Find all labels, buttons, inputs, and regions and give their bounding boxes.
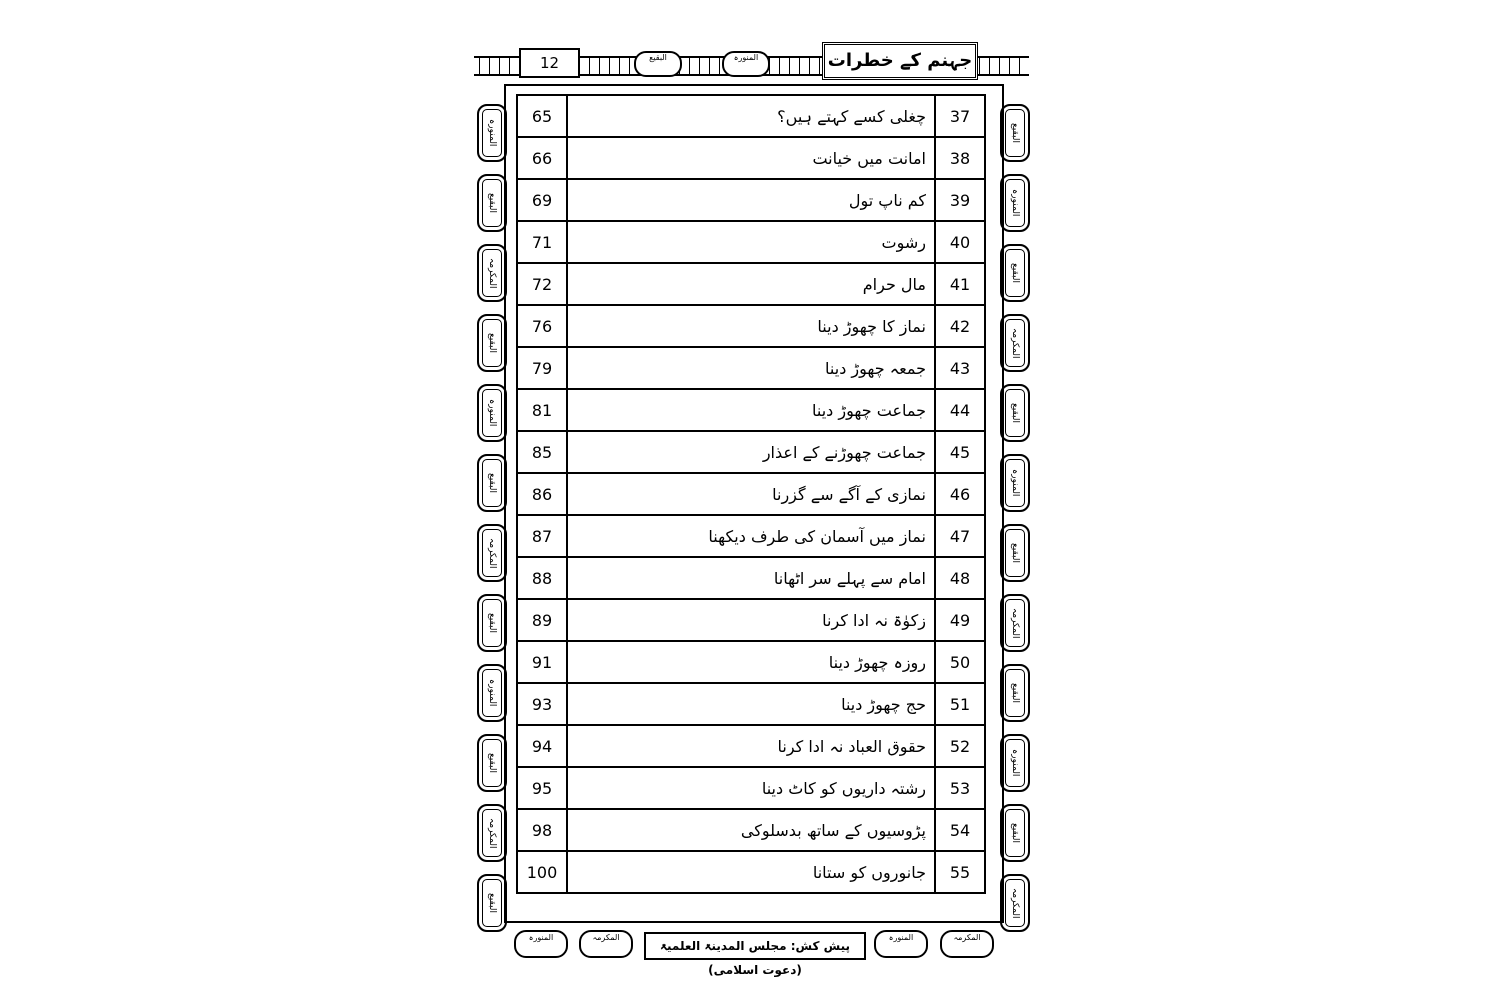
side-seal: البقیع — [1000, 804, 1030, 862]
toc-row[interactable] — [517, 599, 985, 641]
toc-row[interactable] — [517, 557, 985, 599]
footer-seal-1: المنورہ — [514, 930, 568, 958]
toc-row[interactable] — [517, 809, 985, 851]
page-header — [474, 42, 1029, 80]
toc-row[interactable] — [517, 515, 985, 557]
toc-number: 54 — [935, 809, 985, 851]
toc-number: 48 — [935, 557, 985, 599]
toc-page: 81 — [517, 389, 567, 431]
toc-page: 95 — [517, 767, 567, 809]
toc-page: 76 — [517, 305, 567, 347]
toc-title: جماعت چھوڑنے کے اعذار — [567, 431, 935, 473]
side-seal: المنورہ — [477, 384, 507, 442]
side-seal: المکرمہ — [477, 804, 507, 862]
toc-title: چغلی کسے کہتے ہیں؟ — [567, 95, 935, 137]
toc-page: 69 — [517, 179, 567, 221]
toc-page: 88 — [517, 557, 567, 599]
toc-title: زکوٰۃ نہ ادا کرنا — [567, 599, 935, 641]
side-seal: المنورہ — [477, 104, 507, 162]
toc-number: 51 — [935, 683, 985, 725]
toc-row[interactable] — [517, 683, 985, 725]
side-seal: المکرمہ — [1000, 594, 1030, 652]
side-seal: البقیع — [1000, 524, 1030, 582]
footer-seal-4: المکرمہ — [940, 930, 994, 958]
toc-title: پڑوسیوں کے ساتھ بدسلوکی — [567, 809, 935, 851]
toc-title: امام سے پہلے سر اٹھانا — [567, 557, 935, 599]
toc-row[interactable] — [517, 767, 985, 809]
toc-title: کم ناپ تول — [567, 179, 935, 221]
toc-title: رشتہ داریوں کو کاٹ دینا — [567, 767, 935, 809]
toc-title: جماعت چھوڑ دینا — [567, 389, 935, 431]
side-seal: البقیع — [477, 454, 507, 512]
toc-page: 79 — [517, 347, 567, 389]
table-of-contents — [516, 94, 986, 894]
toc-page: 85 — [517, 431, 567, 473]
book-title: جہنم کے خطرات — [822, 42, 978, 80]
page-number: 12 — [519, 48, 580, 78]
toc-number: 44 — [935, 389, 985, 431]
toc-row[interactable] — [517, 179, 985, 221]
toc-number: 37 — [935, 95, 985, 137]
toc-number: 43 — [935, 347, 985, 389]
toc-page: 86 — [517, 473, 567, 515]
toc-page: 66 — [517, 137, 567, 179]
toc-title: جمعہ چھوڑ دینا — [567, 347, 935, 389]
side-seal: البقیع — [477, 314, 507, 372]
toc-page: 93 — [517, 683, 567, 725]
header-seal-2: المنورہ — [722, 51, 770, 77]
toc-title: نمازی کے آگے سے گزرنا — [567, 473, 935, 515]
side-seal: المکرمہ — [1000, 314, 1030, 372]
toc-title: مال حرام — [567, 263, 935, 305]
left-ornament-column — [474, 104, 506, 944]
side-seal: المکرمہ — [477, 244, 507, 302]
toc-page: 72 — [517, 263, 567, 305]
toc-page: 71 — [517, 221, 567, 263]
toc-number: 55 — [935, 851, 985, 893]
toc-row[interactable] — [517, 95, 985, 137]
book-page — [474, 42, 1029, 977]
toc-number: 41 — [935, 263, 985, 305]
side-seal: البقیع — [477, 174, 507, 232]
side-seal: البقیع — [477, 874, 507, 932]
toc-number: 52 — [935, 725, 985, 767]
toc-number: 49 — [935, 599, 985, 641]
toc-title: رشوت — [567, 221, 935, 263]
toc-number: 40 — [935, 221, 985, 263]
toc-number: 53 — [935, 767, 985, 809]
toc-row[interactable] — [517, 431, 985, 473]
side-seal: المکرمہ — [477, 524, 507, 582]
toc-number: 39 — [935, 179, 985, 221]
toc-row[interactable] — [517, 137, 985, 179]
side-seal: المنورہ — [1000, 454, 1030, 512]
side-seal: البقیع — [1000, 664, 1030, 722]
side-seal: المنورہ — [477, 664, 507, 722]
toc-title: روزہ چھوڑ دینا — [567, 641, 935, 683]
side-seal: المنورہ — [1000, 734, 1030, 792]
side-seal: البقیع — [1000, 244, 1030, 302]
toc-row[interactable] — [517, 641, 985, 683]
side-seal: البقیع — [1000, 384, 1030, 442]
toc-page: 100 — [517, 851, 567, 893]
toc-title: حج چھوڑ دینا — [567, 683, 935, 725]
toc-number: 46 — [935, 473, 985, 515]
toc-row[interactable] — [517, 221, 985, 263]
side-seal: البقیع — [1000, 104, 1030, 162]
toc-number: 50 — [935, 641, 985, 683]
footer-seal-3: المنورہ — [874, 930, 928, 958]
toc-number: 38 — [935, 137, 985, 179]
side-seal: المنورہ — [1000, 174, 1030, 232]
toc-row[interactable] — [517, 263, 985, 305]
toc-page: 94 — [517, 725, 567, 767]
presenter-credit: پیش کش: مجلس المدینۃ العلمیۃ (دعوت اسلامی) — [644, 932, 866, 960]
toc-title: نماز میں آسمان کی طرف دیکھنا — [567, 515, 935, 557]
toc-page: 65 — [517, 95, 567, 137]
side-seal: المکرمہ — [1000, 874, 1030, 932]
footer-seal-2: المکرمہ — [579, 930, 633, 958]
toc-number: 45 — [935, 431, 985, 473]
toc-title: حقوق العباد نہ ادا کرنا — [567, 725, 935, 767]
toc-title: جانوروں کو ستانا — [567, 851, 935, 893]
side-seal: البقیع — [477, 594, 507, 652]
page-footer — [504, 926, 1000, 977]
toc-title: نماز کا چھوڑ دینا — [567, 305, 935, 347]
toc-page: 98 — [517, 809, 567, 851]
toc-page: 89 — [517, 599, 567, 641]
toc-number: 47 — [935, 515, 985, 557]
toc-row[interactable] — [517, 347, 985, 389]
toc-title: امانت میں خیانت — [567, 137, 935, 179]
toc-number: 42 — [935, 305, 985, 347]
toc-page: 87 — [517, 515, 567, 557]
toc-page: 91 — [517, 641, 567, 683]
toc-row[interactable] — [517, 851, 985, 893]
side-seal: البقیع — [477, 734, 507, 792]
toc-row[interactable] — [517, 473, 985, 515]
toc-row[interactable] — [517, 389, 985, 431]
toc-row[interactable] — [517, 725, 985, 767]
toc-row[interactable] — [517, 305, 985, 347]
header-seal-1: البقیع — [634, 51, 682, 77]
